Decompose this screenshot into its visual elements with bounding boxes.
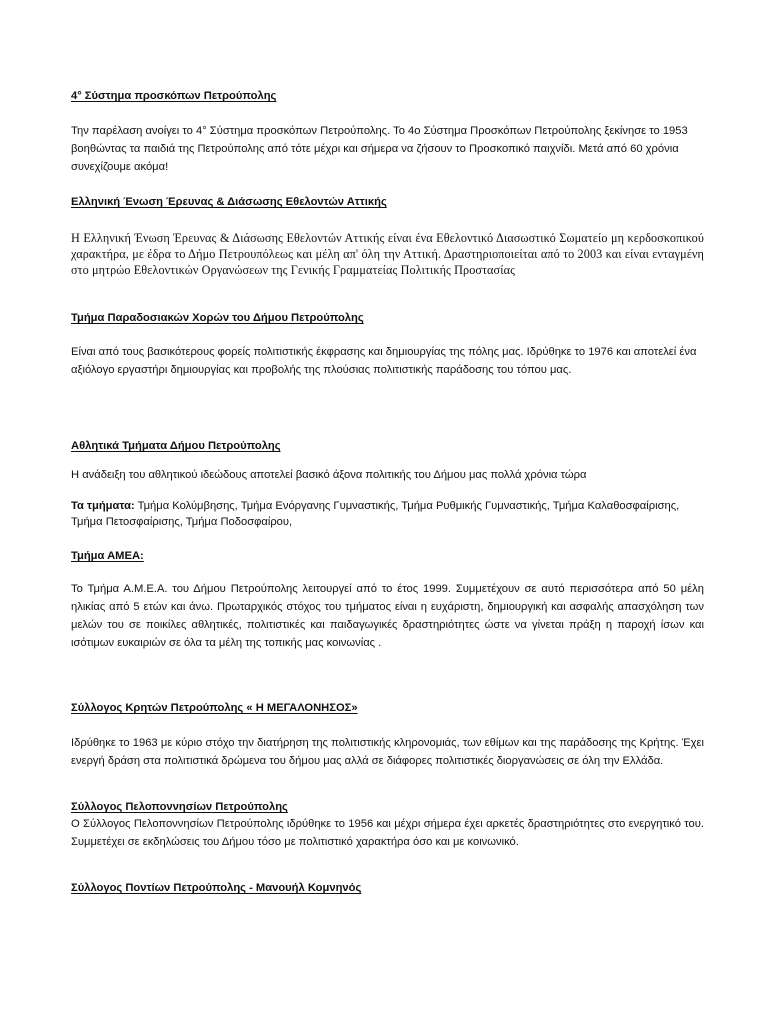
departments-label: Τα τμήματα: <box>71 500 135 512</box>
cretans-body: Ιδρύθηκε το 1963 με κύριο στόχο την διατήρηση της πολιτιστικής κληρονομιάς, των εθίμων και της παράδοσης της Κρήτης. Έχει ενεργή δράση στα πολιτιστικά δρώμενα του δήμου μας αλλά σε διάφορες πολιτιστικές διοργανώσεις σε όλη την Ελλάδα. <box>71 737 704 767</box>
section-scouts <box>71 88 704 176</box>
section-rescue <box>71 194 704 278</box>
athletics-heading: Αθλητικά Τμήματα Δήμου Πετρούπολης <box>71 440 281 452</box>
rescue-body: Η Ελληνική Ένωση Έρευνας & Διάσωσης Εθελοντών Αττικής είναι ένα Εθελοντικό Διασωστικό Σωματείο μη κερδοσκοπικού χαρακτήρα, με έδρα το Δήμο Πετρουπόλεως και μέλη απ' όλη την Αττική. Δραστηριοποιείται από το 2003 και είναι ενταγμένη στο μητρώο Εθελοντικών Οργανώσεων της Γενικής Γραμματείας Πολιτικής Προστασίας <box>71 231 704 277</box>
amea-body: Το Τμήμα Α.Μ.Ε.Α. του Δήμου Πετρούπολης λειτουργεί από το έτος 1999. Συμμετέχουν σε αυτό περισσότερα από 50 μέλη ηλικίας από 5 ετών και άνω. Πρωταρχικός στόχος του τμήματος είναι η ευχάριστη, δημιουργική και ασφαλής απασχόληση των μελών του σε ποικίλες αθλητικές, πολιτιστικές και παιδαγωγικές δραστηριότητες ώστε να γίνεται πράξη η παροχή ίσων και ισότιμων ευκαιριών σε όλα τα μέλη της τοπικής μας κοινωνίας . <box>71 583 704 649</box>
section-pontians <box>71 880 704 896</box>
scouts-body: Την παρέλαση ανοίγει το 4° Σύστημα προσκόπων Πετρούπολης. Το 4ο Σύστημα Προσκόπων Πετρούπολης ξεκίνησε το 1953 βοηθώντας τα παιδιά της Πετρούπολης από τότε μέχρι και σήμερα να ζήσουν το Προσκοπικό παιχνίδι. Μετά από 60 χρόνια συνεχίζουμε ακόμα! <box>71 125 688 173</box>
scouts-heading: 4° Σύστημα προσκόπων Πετρούπολης <box>71 90 277 102</box>
section-amea <box>71 548 704 652</box>
pontians-heading: Σύλλογος Ποντίων Πετρούπολης - Μανουήλ Κομνηνός <box>71 882 362 894</box>
cretans-heading: Σύλλογος Κρητών Πετρούπολης « Η ΜΕΓΑΛΟΝΗΣΟΣ» <box>71 702 358 714</box>
rescue-heading: Ελληνική Ένωση Έρευνας & Διάσωσης Εθελοντών Αττικής <box>71 196 387 208</box>
dances-heading: Τμήμα Παραδοσιακών Χορών του Δήμου Πετρούπολης <box>71 312 364 324</box>
departments-list: Τμήμα Κολύμβησης, Τμήμα Ενόργανης Γυμναστικής, Τμήμα Ρυθμικής Γυμναστικής, Τμήμα Καλαθοσφαίρισης, Τμήμα Πετοσφαίρισης, Τμήμα Ποδοσφαίρου, <box>71 500 680 528</box>
section-peloponnesians <box>71 799 704 851</box>
section-cretans <box>71 700 704 770</box>
athletics-body: Η ανάδειξη του αθλητικού ιδεώδους αποτελεί βασικό άξονα πολιτικής του Δήμου μας πολλά χρόνια τώρα <box>71 469 587 481</box>
peloponnesians-body: Ο Σύλλογος Πελοποννησίων Πετρούπολης ιδρύθηκε το 1956 και μέχρι σήμερα έχει αρκετές δραστηριότητες στο ενεργητικό του. Συμμετέχει σε εκδηλώσεις του Δήμου τόσο με πολιτιστικό χαρακτήρα όσο και με κοινωνικό. <box>71 818 704 848</box>
amea-heading: Τμήμα ΑΜΕΑ: <box>71 550 144 562</box>
athletics-departments <box>71 498 704 530</box>
dances-body: Είναι από τους βασικότερους φορείς πολιτιστικής έκφρασης και δημιουργίας της πόλης μας. Ιδρύθηκε το 1976 και αποτελεί ένα αξιόλογο εργαστήρι δημιουργίας και προβολής της πλούσιας πολιτιστικής παράδοσης του τόπου μας. <box>71 346 697 376</box>
peloponnesians-heading: Σύλλογος Πελοποννησίων Πετρούπολης <box>71 801 288 813</box>
section-athletics <box>71 438 704 530</box>
section-dances <box>71 310 704 379</box>
